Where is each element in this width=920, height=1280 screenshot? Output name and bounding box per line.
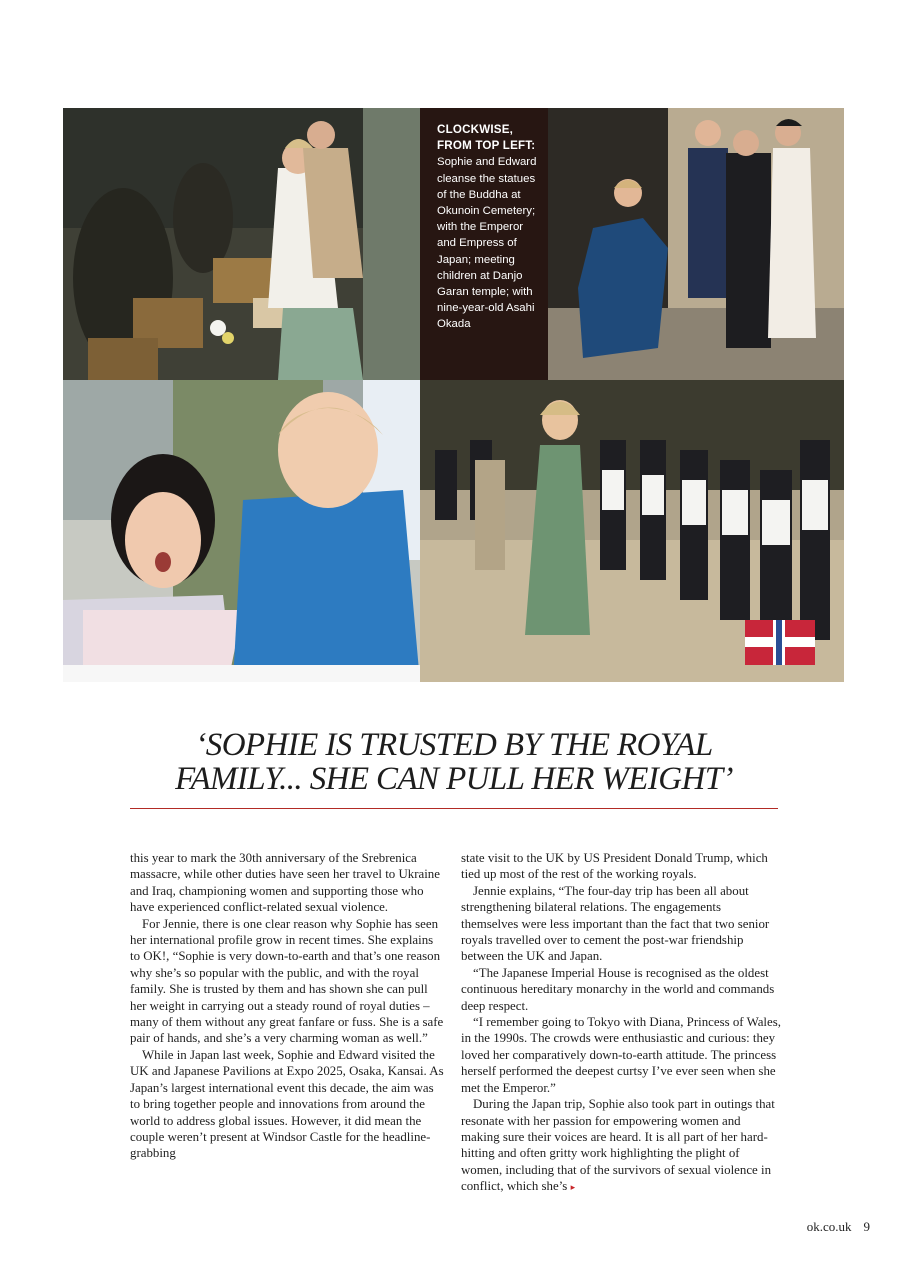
page-number: 9 xyxy=(863,1219,870,1234)
paragraph: state visit to the UK by US President Donald Trump, which tied up most of the rest of the working royals. xyxy=(461,851,768,882)
paragraph: this year to mark the 30th anniversary of the Srebrenica massacre, while other duties have seen her travel to Ukraine and Iraq, championing women and supporting those who have experienced conflict-related sexual violence. xyxy=(130,851,440,915)
continue-arrow-icon: ▸ xyxy=(570,1182,576,1193)
caption-label: CLOCKWISE, FROM TOP LEFT: xyxy=(437,123,536,153)
photo-statue-cleansing xyxy=(63,108,420,380)
paragraph: “The Japanese Imperial House is recognised as the oldest continuous hereditary monarchy in the world and commands deep respect. xyxy=(461,965,775,1013)
pull-quote: ‘SOPHIE IS TRUSTED BY THE ROYAL FAMILY... SHE CAN PULL HER WEIGHT’ xyxy=(175,727,733,797)
footer-site: ok.co.uk xyxy=(806,1219,852,1234)
body-column-right xyxy=(461,850,781,1196)
photo-danjo-garan-children xyxy=(420,380,844,682)
paragraph: For Jennie, there is one clear reason why Sophie has seen her international profile grow in recent times. She explains to OK!, “Sophie is very down-to-earth and that’s one reason why she’s so popular with the public, and with the royal family. She is trusted by them and has shown she can pull her weight in carrying out a steady round of royal duties – many of them without any great fanfare or fuss. She is a safe pair of hands, and she’s a very charming woman as well.” xyxy=(130,916,444,1046)
caption-text: Sophie and Edward cleanse the statues of the Buddha at Okunoin Cemetery; with the Emperor and Empress of Japan; meeting children at Danjo Garan temple; with nine-year-old Asahi Okada xyxy=(437,156,537,331)
pull-quote-rule xyxy=(130,808,778,809)
photo-asahi-okada xyxy=(63,380,420,682)
photo-caption xyxy=(420,108,548,380)
paragraph: “I remember going to Tokyo with Diana, Princess of Wales, in the 1990s. The crowds were enthusiastic and curious: they loved her comparatively down-to-earth attitude. The princess herself performed the deepest curtsy I’ve ever seen when she met the Emperor.” xyxy=(461,1015,781,1095)
body-column-left xyxy=(130,850,446,1162)
page-footer xyxy=(807,1219,870,1235)
photo-emperor-empress xyxy=(548,108,844,380)
paragraph: Jennie explains, “The four-day trip has been all about strengthening bilateral relations. The engagements themselves were less important than the fact that two senior royals travelled over to cement the post-war friendship between the UK and Japan. xyxy=(461,883,770,964)
paragraph: While in Japan last week, Sophie and Edward visited the UK and Japanese Pavilions at Expo 2025, Osaka, Kansai. As Japan’s largest international event this decade, the aim was to bring together people and innovations from around the world to address global issues. However, it did mean the couple weren’t present at Windsor Castle for the headline-grabbing xyxy=(130,1047,444,1161)
paragraph: During the Japan trip, Sophie also took part in outings that resonate with her passion for empowering women and making sure their voices are heard. It is all part of her hard-hitting and often gritty work highlighting the plight of women, including that of the survivors of sexual violence in conflict, which she’s xyxy=(461,1097,775,1194)
